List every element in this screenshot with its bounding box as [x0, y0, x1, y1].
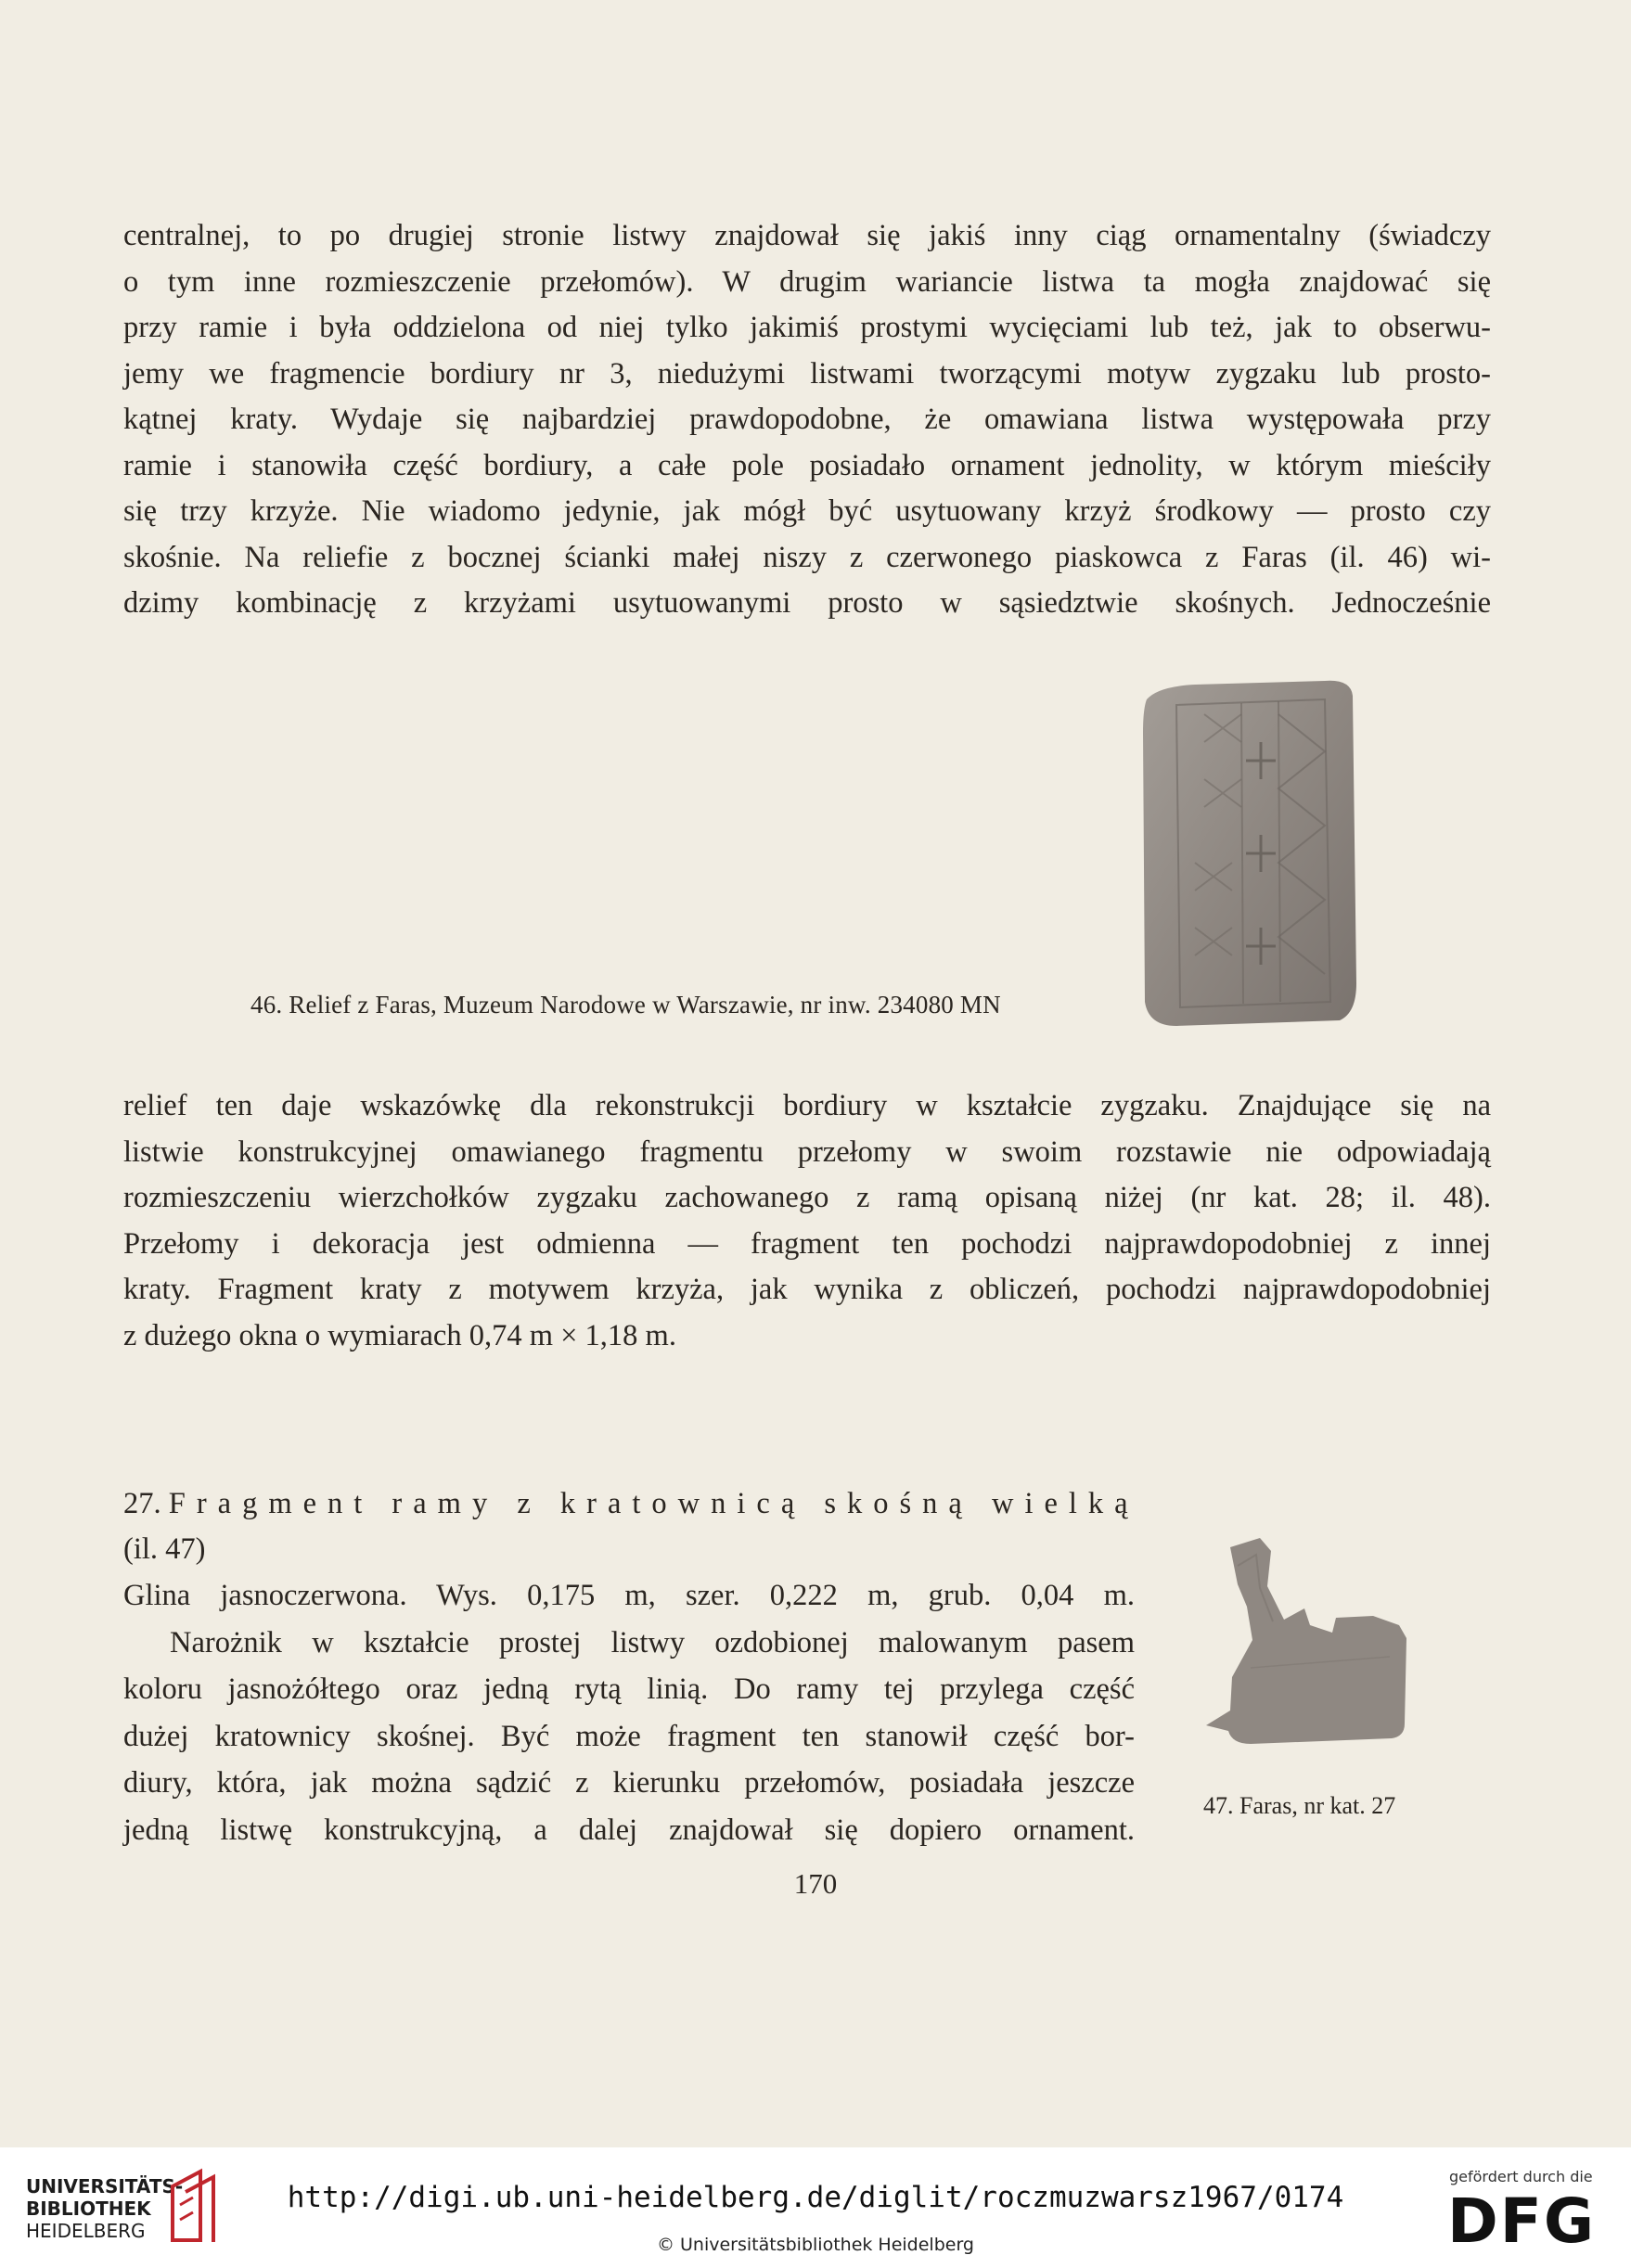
figure-46-caption: 46. Relief z Faras, Muzeum Narodowe w Warszawie, nr inw. 234080 MN: [250, 991, 1001, 1019]
text-line: Przełomy i dekoracja jest odmienna — fragment ten pochodzi najprawdopodobniej z innej: [123, 1226, 1491, 1261]
text-line: skośnie. Na reliefie z bocznej ścianki małej niszy z czerwonego piaskowca z Faras (il. 46) wi-: [123, 540, 1491, 574]
text-line: dzimy kombinację z krzyżami usytuowanymi prosto w sąsiedztwie skośnych. Jednocześnie: [123, 586, 1491, 620]
copyright-notice: © Universitätsbibliothek Heidelberg: [656, 2235, 974, 2255]
paragraph-1: [123, 213, 1491, 627]
text-line: rozmieszczeniu wierzchołków zygzaku zachowanego z ramą opisaną niżej (nr kat. 28; il. 48).: [123, 1181, 1491, 1214]
text-line: Narożnik w kształcie prostej listwy ozdobionej malowanym pasem: [170, 1625, 1135, 1659]
dfg-logo-icon: [1447, 2188, 1605, 2248]
text-line: dużej kratownicy skośnej. Być może fragment ten stanowił część bor-: [123, 1719, 1135, 1753]
catalogue-entry-heading: [123, 1481, 1144, 1572]
text-line: kraty. Fragment kraty z motywem krzyża, jak wynika z obliczeń, pochodzi najprawdopodobniej: [123, 1273, 1491, 1306]
text-line: o tym inne rozmieszczenie przełomów). W drugim wariancie listwa ta mogła znajdować się: [123, 264, 1491, 299]
text-line: ramie i stanowiła część bordiury, a całe pole posiadało ornament jednolity, w którym mieściły: [123, 448, 1491, 482]
entry-reference: (il. 47): [123, 1532, 206, 1566]
text-line: przy ramie i była oddzielona od niej tylko jakimiś prostymi wycięciami lub też, jak to obserwu-: [123, 311, 1491, 344]
text-line: koloru jasnożółtego oraz jedną rytą linią. Do ramy tej przylega część: [123, 1672, 1135, 1706]
text-line: jedną listwę konstrukcyjną, a dalej znajdował się dopiero ornament.: [123, 1813, 1135, 1847]
entry-number: 27.: [123, 1487, 161, 1520]
funded-by-label: gefördert durch die: [1449, 2168, 1593, 2185]
page-number: 170: [793, 1867, 838, 1900]
text-line: Glina jasnoczerwona. Wys. 0,175 m, szer. 0,222 m, grub. 0,04 m.: [123, 1579, 1135, 1612]
text-line: jemy we fragmencie bordiury nr 3, niedużymi listwami tworzącymi motyw zygzaku lub prosto-: [123, 356, 1491, 391]
text-line: kątnej kraty. Wydaje się najbardziej prawdopodobne, że omawiana listwa występowała przy: [123, 403, 1491, 436]
catalogue-entry-text: [123, 1572, 1135, 1853]
frame-fragment-photo: [1195, 1529, 1473, 1751]
paragraph-2: [123, 1083, 1491, 1359]
text-line: się trzy krzyże. Nie wiadomo jedynie, jak mógł być usytuowany krzyż środkowy — prosto czy: [123, 494, 1491, 528]
svg-text:DFG: DFG: [1447, 2188, 1597, 2248]
text-line: listwie konstrukcyjnej omawianego fragmentu przełomy w swoim rozstawie nie odpowiadają: [123, 1134, 1491, 1169]
figure-47-caption: 47. Faras, nr kat. 27: [1203, 1792, 1396, 1819]
text-line: relief ten daje wskazówkę dla rekonstrukcji bordiury w kształcie zygzaku. Znajdujące się na: [123, 1089, 1491, 1122]
text-line: diury, która, jak można sądzić z kierunku przełomów, posiadała jeszcze: [123, 1766, 1135, 1800]
digitization-footer: [0, 2147, 1631, 2268]
text-line: z dużego okna o wymiarach 0,74 m × 1,18 m.: [123, 1318, 676, 1352]
relief-photo: [1139, 677, 1358, 1030]
text-line: centralnej, to po drugiej stronie listwy znajdował się jakiś inny ciąg ornamentalny (świadczy: [123, 219, 1491, 252]
library-name: UNIVERSITÄTS- BIBLIOTHEK HEIDELBERG: [26, 2175, 184, 2242]
entry-title: Fragment ramy z kratownicą skośną wielką: [168, 1487, 1139, 1520]
source-url-link[interactable]: http://digi.ub.uni-heidelberg.de/diglit/roczmuzwarsz1967/0174: [287, 2181, 1344, 2214]
